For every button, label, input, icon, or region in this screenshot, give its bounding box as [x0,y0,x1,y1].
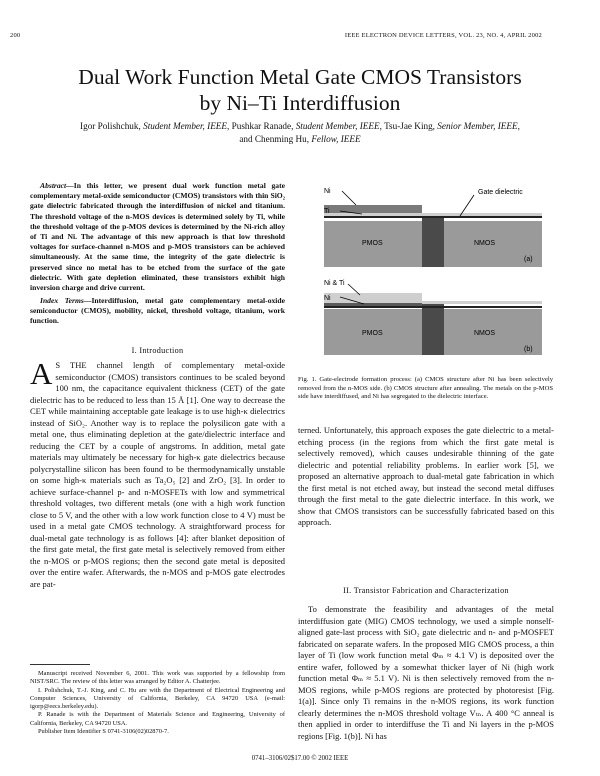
isolation-a [422,215,444,267]
gate-dielectric-b [324,306,542,308]
drop-cap: A [30,356,53,391]
introduction-body [30,356,285,590]
label-nmos-b: NMOS [474,330,495,337]
abstract [30,181,285,293]
gate-dielectric-a [324,216,542,218]
footnote-publisher-id: Publisher Item Identifier S 0741-3106(02)02870-7. [38,728,169,736]
title-line-1: Dual Work Function Metal Gate CMOS Transistors [78,65,522,89]
copyright-footer: 0741–3106/02$17.00 © 2002 IEEE [251,755,349,762]
figure-panel-b [324,280,542,355]
footnote-affiliation-2: P. Ranade is with the Department of Materials Science and Engineering, University of California, Berkeley, CA 94720 USA. [30,711,285,727]
index-terms-text: Interdiffusion, metal gate complementary metal-oxide semiconductor (CMOS), mobility, nickel, threshold voltage, titanium, work function. [30,296,285,326]
figure-1-caption: Fig. 1. Gate-electrode formation process: (a) CMOS structure after Ni has been selectively removed from the n-MOS side. (b) CMOS structure after annealing. The metals on the p-MOS side have interdiffused, and Ni has segregated to the dielectric interface. [298,376,553,401]
abstract-label: Abstract— [40,181,74,190]
column-2-paragraph-2 [298,604,554,742]
label-nmos-a: NMOS [474,240,495,247]
label-gate-dielectric: Gate dielectric [478,189,523,196]
section-heading-introduction: I. Introduction [131,346,184,355]
page-number: 200 [10,32,21,39]
footnote-rule [30,664,90,665]
author-name: Pushkar Ranade, [231,121,294,131]
niti-alloy-b [324,293,422,303]
label-panel-a: (a) [524,256,533,263]
journal-header: IEEE ELECTRON DEVICE LETTERS, VOL. 23, NO. 4, APRIL 2002 [344,32,542,39]
label-ti-a: Ti [324,208,330,215]
label-niti-b: Ni & Ti [324,280,345,287]
author-role: Senior Member, IEEE, [437,121,520,131]
footnote-affiliation-1: I. Polishchuk, T.-J. King, and C. Hu are with the Department of Electrical Engineering and Computer Sciences, University of California, Berkeley, CA 94720 USA (e-mail: igorp@eecs.berkeley.edu). [30,686,285,711]
ni-layer-a [324,205,422,213]
label-ni-b: Ni [324,295,331,302]
index-terms-label: Index Terms— [40,296,92,305]
paper-title [0,64,600,116]
author-role: Student Member, IEEE, [143,121,230,131]
paragraph-continuation: terned. Unfortunately, this approach exposes the gate dielectric to a metal-etching process (in the regions from which the first gate metal is selectively removed), which causes undesirable thinning of the gate dielectric and potential reliability problems. In earlier work [5], we proposed an alternative approach to dual-metal gate fabrication in which the first metal is not etched away, but instead the second metal diffuses through the first metal to the gate dielectric interface. In this work, we show that CMOS transistors can be successfully fabricated based on this approach. [298,425,554,527]
footnotes [30,670,285,736]
ni-segregation-b [324,303,422,306]
author-name: and Chenming Hu, [239,134,310,144]
author-role: Fellow, IEEE [311,134,361,144]
author-role: Student Member, IEEE, [295,121,382,131]
author-list [0,120,600,146]
author-name: Igor Polishchuk, [80,121,141,131]
isolation-b [422,303,444,355]
figure-1-diagram [318,181,548,361]
fabrication-paragraph: To demonstrate the feasibility and advantages of the metal interdiffusion gate (MIG) CMOS technology, we used a simple nonself-aligned gate-last process with SiO₂ gate dielectric and n- and p-MOSFET fabricated on separate wafers. In the proposed MIG CMOS process, a thin layer of Ti (low work function metal Φₘ ≈ 4.1 V) is deposited over the entire wafer, followed by a somewhat thicker layer of Ni (high work function metal Φₘ ≈ 5.1 V). Ni is then selectively removed from the n-MOS regions, while p-MOS regions are protected by photoresist [Fig. 1(a)]. Since only Ti remains in the n-MOS regions, its work function clearly determines the n-MOS threshold voltage Vₜₙ. A 400 °C anneal is then applied in order to interdiffuse the Ti and Ni layers in the p-MOS regions [Fig. 1(b)]. Ni has [298,604,554,741]
label-pmos-b: PMOS [362,330,383,337]
footnote-manuscript: Manuscript received November 6, 2001. This work was supported by a fellowship from NIST/SRC. The review of this letter was arranged by Editor A. Chatterjee. [30,670,285,686]
intro-paragraph: S THE channel length of complementary metal-oxide semiconductor (CMOS) transistors continues to be scaled beyond 100 nm, the capacitance equivalent thickness (CET) of the gate dielectric has to be reduced to less than 15 Å [1]. One way to decrease the CET while maintaining acceptable gate leakage is to use high-κ dielectrics instead of SiO₂. Another way is to replace the polysilicon gate with a metal one, thus eliminating depletion at the gate/dielectric interface and reducing the CET by a couple of angstroms. In addition, metal gate materials may ultimately be necessary for high-κ gate dielectrics because polycrystalline silicon has been found to be thermodynamically unstable on some high-κ materials such as Ta₂O₅ [2] and ZrO₂ [3]. In order to achieve surface-channel p- and n-MOSFETs with low and symmetrical threshold voltages, two different metals (one with a high work function close to 5 V, and the other with a low work function close to 4 V) must be used in a metal gate CMOS technology. A straightforward process for dual-metal gate technology is as follows [4]: after blanket deposition of the first gate metal, the first gate metal is selectively removed from either the n-MOS or p-MOS regions; then the second gate metal is deposited over the entire wafer. Afterwards, the n-MOS and p-MOS gate electrodes are pat- [30,360,285,589]
figure-panel-a [324,188,542,267]
section-heading-fabrication: II. Transistor Fabrication and Characterization [343,586,509,595]
label-ni-a: Ni [324,188,331,195]
label-pmos-a: PMOS [362,240,383,247]
author-name: Tsu-Jae King, [384,121,435,131]
column-2-paragraph-1 [298,425,554,529]
abstract-text: In this letter, we present dual work function metal gate complementary metal-oxide semiconductor (CMOS) transistors with thin SiO₂ gate dielectric fabricated through the interdiffusion of nickel and titanium. The threshold voltage of the n-MOS devices is determined solely by Ti, while the threshold voltage of the p-MOS devices is determined by the Ni-rich alloy of Ti and Ni. The advantage of this new approach is that low threshold voltages for surface-channel n-MOS and p-MOS transistors can be achieved simultaneously. At the same time, the integrity of the gate dielectric is preserved since no metal has to be etched from the surface of the gate dielectric. With gate depletion eliminated, these transistors exhibit high inversion charge and drive current. [30,181,285,293]
title-line-2: by Ni–Ti Interdiffusion [199,91,401,115]
index-terms [30,296,285,327]
ti-layer-b [422,301,542,304]
label-panel-b: (b) [524,346,533,353]
